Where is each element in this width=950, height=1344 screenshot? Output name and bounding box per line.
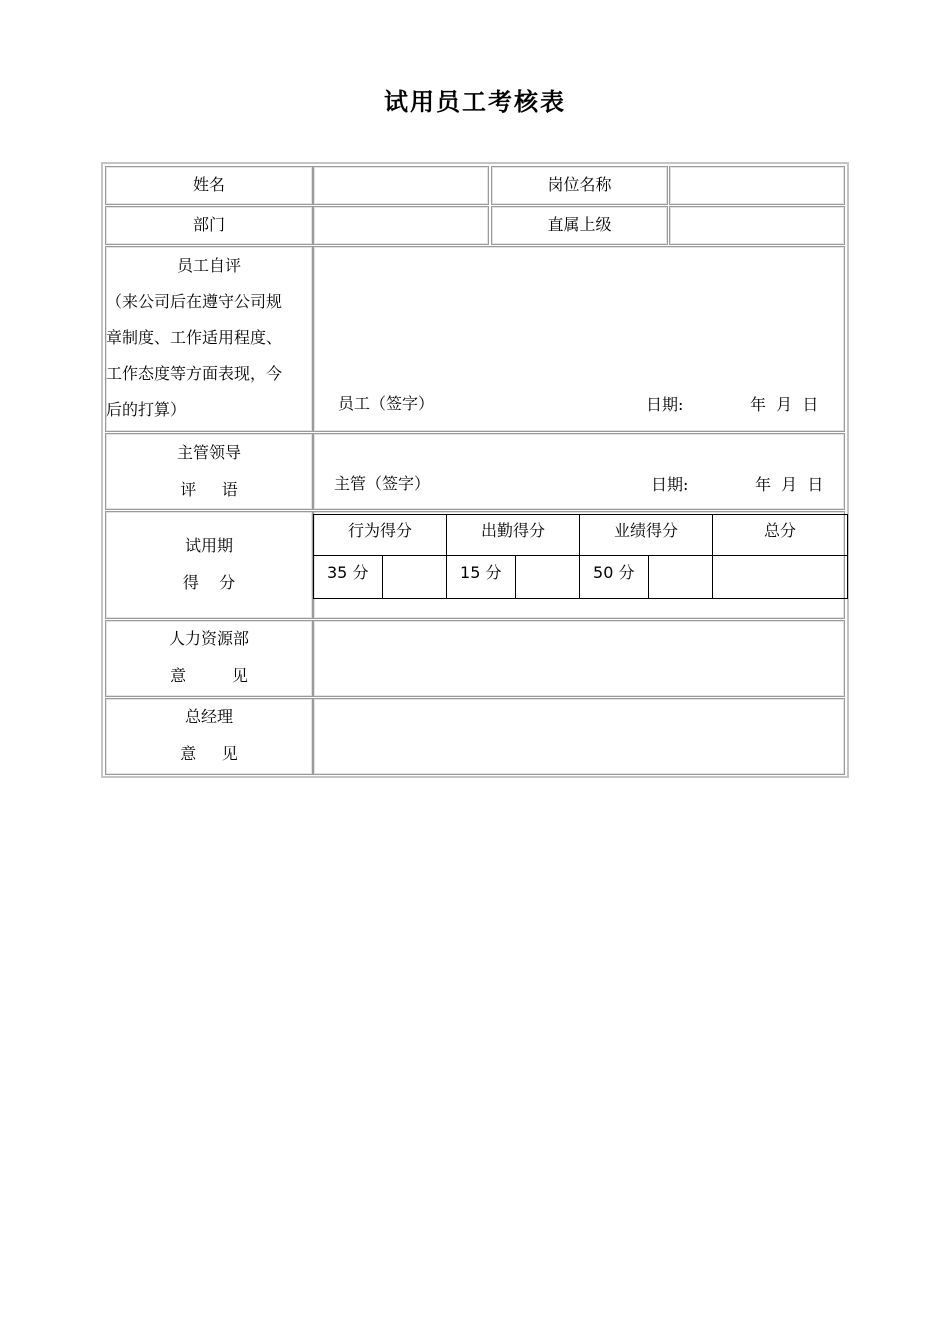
- gm-opinion-field[interactable]: [313, 698, 845, 775]
- supervisor-label: 直属上级: [547, 215, 612, 234]
- position-field[interactable]: [669, 166, 845, 205]
- department-label: 部门: [192, 215, 225, 234]
- self-eval-label-cell: [105, 246, 313, 432]
- name-label-cell: [105, 166, 313, 205]
- manager-date-label: 日期:: [651, 475, 689, 494]
- behavior-score-input[interactable]: [383, 556, 447, 599]
- attendance-score-header: 出勤得分: [447, 515, 580, 556]
- behavior-max-score: 35 分: [314, 556, 383, 599]
- hr-opinion-field[interactable]: [313, 620, 845, 697]
- total-score-input[interactable]: [713, 556, 848, 599]
- self-eval-field[interactable]: [313, 246, 845, 432]
- probation-score-title: 试用期: [184, 536, 233, 555]
- self-eval-desc-line: （来公司后在遵守公司规: [106, 292, 283, 311]
- self-eval-desc-line: 章制度、工作适用程度、: [106, 328, 283, 347]
- self-eval-title: 员工自评: [176, 256, 241, 275]
- gm-opinion-subtitle: 意 见: [180, 744, 238, 763]
- self-eval-desc-line: 后的打算）: [106, 400, 187, 419]
- manager-date-ymd: 年 月 日: [755, 475, 824, 494]
- hr-opinion-label-cell: [105, 620, 313, 697]
- gm-opinion-label-cell: [105, 698, 313, 775]
- score-table: [313, 514, 848, 599]
- performance-score-header: 业绩得分: [580, 515, 713, 556]
- manager-comment-field[interactable]: [313, 433, 845, 510]
- hr-opinion-title: 人力资源部: [168, 629, 249, 648]
- document-title: 试用员工考核表: [384, 87, 566, 116]
- name-label: 姓名: [192, 175, 225, 194]
- performance-max-score: 50 分: [580, 556, 649, 599]
- probation-score-label-cell: [105, 511, 313, 619]
- self-eval-date-ymd: 年 月 日: [750, 395, 819, 414]
- position-label: 岗位名称: [547, 175, 612, 194]
- attendance-max-score: 15 分: [447, 556, 516, 599]
- gm-opinion-title: 总经理: [184, 707, 233, 726]
- department-label-cell: [105, 206, 313, 245]
- supervisor-label-cell: [491, 206, 668, 245]
- total-score-header: 总分: [713, 515, 848, 556]
- behavior-score-header: 行为得分: [314, 515, 447, 556]
- supervisor-field[interactable]: [669, 206, 845, 245]
- self-eval-date-label: 日期:: [646, 395, 684, 414]
- manager-comment-label-cell: [105, 433, 313, 510]
- department-field[interactable]: [313, 206, 489, 245]
- name-field[interactable]: [313, 166, 489, 205]
- attendance-score-input[interactable]: [516, 556, 580, 599]
- position-label-cell: [491, 166, 668, 205]
- probation-score-subtitle: 得 分: [182, 573, 236, 592]
- performance-score-input[interactable]: [649, 556, 713, 599]
- manager-comment-subtitle: 评 语: [180, 480, 238, 499]
- hr-opinion-subtitle: 意 见: [170, 666, 248, 685]
- employee-sign-label: 员工（签字）: [338, 394, 435, 413]
- manager-sign-label: 主管（签字）: [334, 474, 431, 493]
- self-eval-desc-line: 工作态度等方面表现，今: [106, 364, 283, 383]
- manager-comment-title: 主管领导: [176, 443, 241, 462]
